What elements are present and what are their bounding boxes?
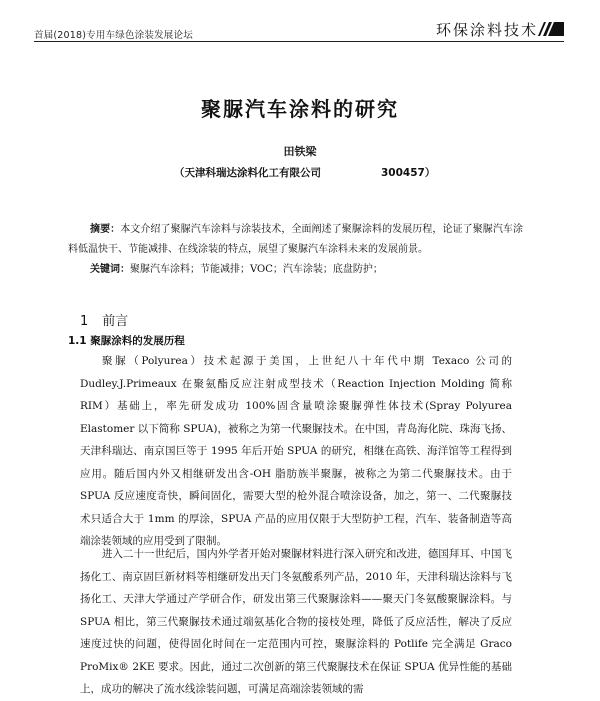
running-header-left: 首届(2018)专用车绿色涂装发展论坛 <box>34 30 193 41</box>
section-title: 前言 <box>102 314 129 329</box>
keywords-label: 关键词： <box>90 264 130 275</box>
header-slash-logo-icon <box>538 19 564 37</box>
body-paragraph: 聚脲（Polyurea）技术起源于美国，上世纪八十年代中期 Texaco 公司的 Dudley.J.Primeaux 在聚氨酯反应注射成型技术（Reaction Injection Molding 简称 RIM）基础上，率先研发成功 100%固含量喷涂聚脲弹性体技术(Spray Polyurea Elastomer 以下简称 SPUA)，被称之为第一代聚脲技术。在中国，青岛海化院、珠海飞扬、天津科瑞达、南京国巨等于 1995 年后开始 SPUA 的研究，相继在高铁、海洋馆等工程得到应用。随后国内外又相继研发出含-OH 脂肪族半聚脲，被称之为第二代聚脲技术。由于 SPUA 反应速度奇快，瞬间固化，需要大型的枪外混合喷涂设备，加之，第一、二代聚脲技术只适合大于 1mm 的厚涂，SPUA 产品的应用仅限于大型防护工程，汽车、装备制造等高端涂装领域的应用受到了限制。 <box>80 355 512 547</box>
section-number: 1 <box>80 314 89 329</box>
author-name: 田铁梁 <box>283 145 317 158</box>
abstract-text: 本文介绍了聚脲汽车涂料与涂装技术，全面阐述了聚脲涂料的发展历程，论证了聚脲汽车涂料低温快干、节能减排、在线涂装的特点，展望了聚脲汽车涂料未来的发展前景。 <box>68 224 524 255</box>
affiliation-postcode: 300457） <box>381 167 436 179</box>
section-heading <box>80 310 128 329</box>
header-rule <box>34 41 564 42</box>
keywords <box>90 263 383 277</box>
abstract <box>68 220 523 260</box>
abstract-label: 摘要： <box>90 224 121 235</box>
running-header-right: 环保涂料技术 <box>435 21 538 39</box>
body-paragraph: 进入二十一世纪后，国内外学者开始对聚脲材料进行深入研究和改进，德国拜耳、中国飞扬化工、南京固巨新材料等相继研发出天门冬氨酸系列产品，2010 年，天津科瑞达涂料与飞扬化工、天津大学通过产学研合作，研发出第三代聚脲涂料——聚天门冬氨酸聚脲涂料。与 SPUA 相比，第三代聚脲技术通过端氨基化合物的接枝处理，降低了反应活性，解决了反应速度过快的问题，使得固化时间在一定范围内可控，聚脲涂料的 Potlife 完全满足 Graco ProMix® 2KE 要求。因此，通过二次创新的第三代聚脲技术在保证 SPUA 优异性能的基础上，成功的解决了流水线涂装问题，可满足高端涂装领域的需 <box>80 548 512 695</box>
keywords-text: 聚脲汽车涂料；节能减排；VOC；汽车涂装；底盘防护； <box>130 264 383 275</box>
subsection-heading: 1.1 聚脲涂料的发展历程 <box>68 335 185 347</box>
author-affiliation: （天津科瑞达涂料化工有限公司 <box>174 167 321 179</box>
paper-title: 聚脲汽车涂料的研究 <box>201 97 399 121</box>
